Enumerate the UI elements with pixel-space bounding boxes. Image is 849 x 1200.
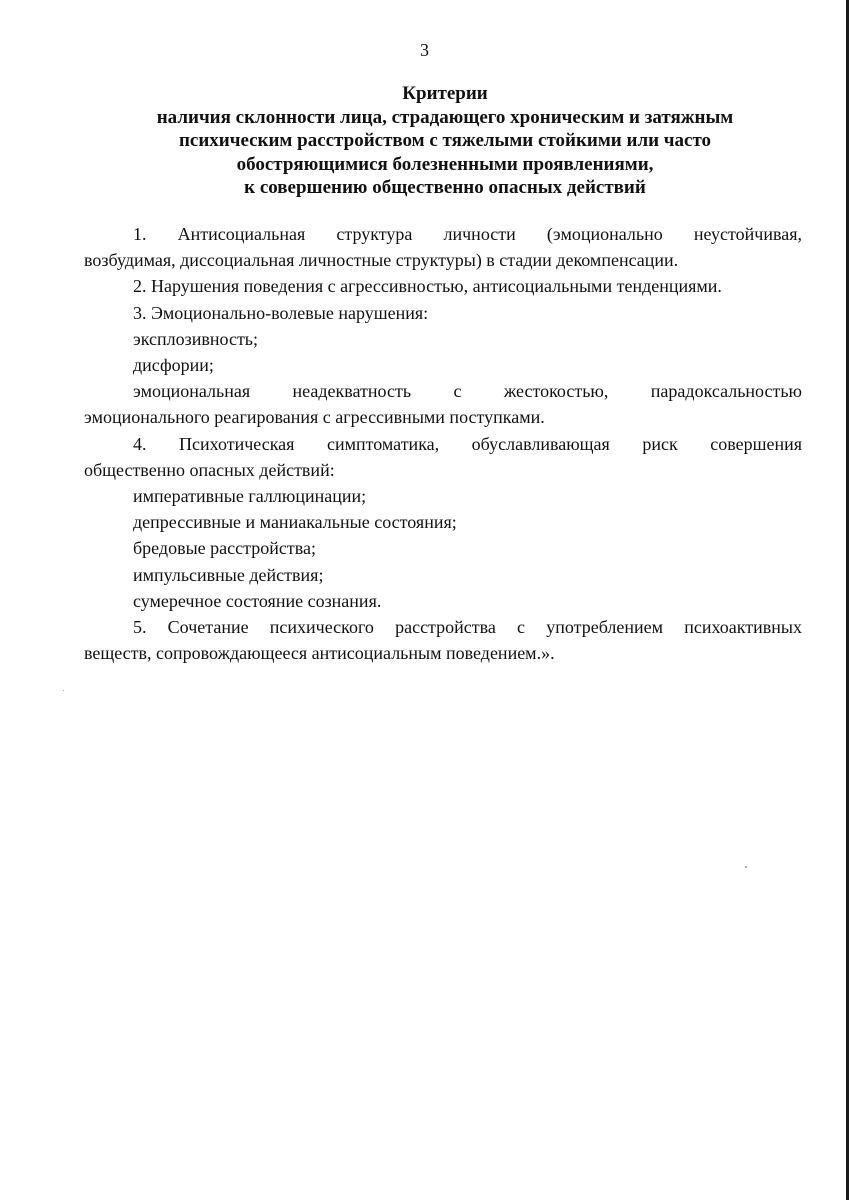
item-2: 2. Нарушения поведения с агрессивностью, антисоциальными тенденциями. xyxy=(133,276,722,297)
item-3-sub-inadequacy-line-1: эмоциональная неадекватность с жестокостью, парадоксальностью xyxy=(133,381,802,402)
item-1-line-2: возбудимая, диссоциальная личностные структуры) в стадии декомпенсации. xyxy=(84,250,679,271)
item-1-line-1: 1. Антисоциальная структура личности (эмоционально неустойчивая, xyxy=(133,224,802,244)
item-4-sub-delusional-disorders: бредовые расстройства; xyxy=(133,538,316,559)
item-3-sub-dysphoria: дисфории; xyxy=(133,355,214,376)
title-line: наличия склонности лица, страдающего хроническим и затяжным xyxy=(156,106,734,128)
item-3-sub-explosiveness: эксплозивность; xyxy=(133,328,259,349)
item-4-sub-impulsive-actions: импульсивные действия; xyxy=(133,564,324,585)
item-4-sub-twilight-state: сумеречное состояние сознания. xyxy=(133,590,382,611)
document-body xyxy=(84,221,802,666)
title-line: психическим расстройством с тяжелыми стойкими или часто xyxy=(178,130,712,151)
item-4-sub-depressive-states: депрессивные и маниакальные состояния; xyxy=(133,512,457,533)
document-title xyxy=(60,82,830,200)
scan-speck xyxy=(63,690,64,691)
item-5-line-1: 5. Сочетание психического расстройства с употреблением психоактивных xyxy=(133,617,802,638)
title-line: к совершению общественно опасных действий xyxy=(244,177,646,198)
item-4-line-2: общественно опасных действий: xyxy=(84,459,335,480)
item-5-line-2: веществ, сопровождающееся антисоциальным поведением.». xyxy=(84,643,555,664)
item-3-sub-inadequacy-line-2: эмоционального реагирования с агрессивными поступками. xyxy=(84,407,545,428)
title-line: обостряющимися болезненными проявлениями, xyxy=(236,153,654,175)
scan-speck xyxy=(745,866,747,868)
title-heading: Критерии xyxy=(402,83,488,104)
item-4-sub-hallucinations: императивные галлюцинации; xyxy=(133,486,367,507)
item-4-line-1: 4. Психотическая симптоматика, обуславливающая риск совершения xyxy=(133,433,802,454)
item-3: 3. Эмоционально-волевые нарушения: xyxy=(133,302,429,323)
page-number: 3 xyxy=(420,40,429,60)
